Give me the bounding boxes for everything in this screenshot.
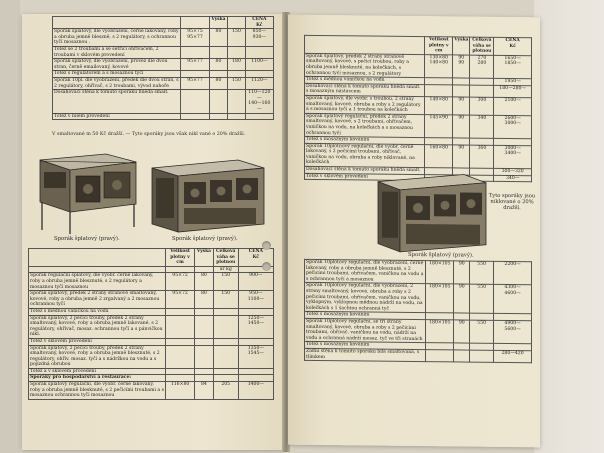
row-weight: 205 <box>213 382 238 400</box>
header-dims <box>181 17 209 29</box>
unit-label: ar kg <box>213 266 238 273</box>
table-row <box>305 113 532 139</box>
row-height <box>195 308 214 315</box>
row-description: Sporák regulační šplatový, dle vyobr. černě lakovaný, roby a obruba jemně blesznuté, s 2 regulátory a mosaznou tyčí mosaznou <box>29 273 166 291</box>
row-price: 950— 1100— <box>238 291 273 309</box>
row-weight <box>228 46 245 58</box>
row-price: 900— <box>238 273 273 291</box>
row-description: Sporák 10plotový regulační, se tři strany smaltovaný, kovové, obruba a roby s 2 pečicími troubami, ohřívač, vaničkou na vodu, nádrží na vodu a ochranná nádrží mosaz. tyč ve tři stranách <box>305 318 426 343</box>
row-dimensions: 145×90 <box>425 114 453 138</box>
stove-illustration-right <box>372 166 490 259</box>
row-dimensions <box>166 375 195 382</box>
row-description: Sporák šplatový regulační, předek 2 strany smaltovaný, kovové, s 2 troubami, ohřívačem, vaničkou na vodu, na kolečkách a s mosaznou ochrannou tyčí <box>305 113 425 138</box>
row-price: 4900— 5600— <box>494 320 532 344</box>
row-dimensions: 180×105 <box>426 320 454 344</box>
row-description: Sporák šplatový, předek 2 strany stranově smaltovaný, kovové, roby a obruba jemně 2 zrgalvaný a 2 mosaznou ochrannou tyčí <box>29 291 166 309</box>
row-height: 90 <box>453 145 470 169</box>
table-row <box>53 113 274 120</box>
row-weight: 150 <box>228 29 245 47</box>
row-price: 280—420 <box>494 350 532 363</box>
row-price: 1400— <box>238 382 273 400</box>
price-table-bottom-left <box>28 248 274 400</box>
stove-note: Tyto sporáky jsou niklované o 20% dražší. <box>488 192 536 212</box>
row-height <box>209 71 228 78</box>
row-dimensions <box>166 338 195 345</box>
table-row <box>305 143 532 169</box>
row-dimensions <box>166 368 195 375</box>
row-height <box>195 345 214 368</box>
row-price <box>245 46 273 58</box>
table-surface-right <box>534 0 604 453</box>
table-row <box>305 95 532 115</box>
row-height <box>209 90 228 113</box>
row-weight: 180 <box>228 59 245 71</box>
row-height <box>454 350 470 362</box>
row-description: Sporák 10pl. dle vyobrazení, předek dle dvou stran, s 2 regulátory, ohřívač, s 2 troubami, vývod nahoře <box>53 77 181 89</box>
row-price <box>245 71 273 78</box>
row-dimensions: 95×72 <box>166 291 195 309</box>
row-price: 300—320 <box>494 168 532 175</box>
row-dimensions: 130×80 140×80 <box>425 54 453 78</box>
row-dimensions <box>166 308 195 315</box>
row-dimensions: 95×75 95×77 <box>181 29 209 47</box>
row-dimensions: 160×80 <box>425 144 453 168</box>
price-table-top-right <box>304 35 532 183</box>
table-header-row <box>29 249 274 267</box>
row-description: Sporák šplatový, 2 pečící trouby, předek 2 strany smaltovaný, kovové, roby a obruba jemně blesznuté, s 2 regulátory, ohřív. mosaz. tyčí a s nádržkou na vodu a s pojízdná obrubou <box>29 345 166 368</box>
row-height: 80 <box>209 59 228 71</box>
header-desc <box>53 17 181 29</box>
row-price: 340— <box>494 175 532 182</box>
table-surface-left <box>0 0 20 453</box>
table-header-row <box>53 17 274 29</box>
row-height <box>209 46 228 58</box>
header-height: Výška <box>195 249 214 267</box>
row-price: 2100— <box>494 97 532 115</box>
row-weight: 360 <box>470 145 494 169</box>
row-height <box>195 368 214 375</box>
row-dimensions: 95×72 <box>166 273 195 291</box>
row-price: 3000— 3400— <box>494 145 532 169</box>
row-description: Sporák šplatový regulační, dle vyobr. černě lakovaný, roby a obruba jemně blesknuté, s 2 pečicími troubami a s mosaznou ochrannou tyčí mosaznou <box>30 382 164 399</box>
header-height: Výška <box>209 17 228 29</box>
row-weight: 340 <box>470 115 494 139</box>
row-weight <box>228 71 245 78</box>
row-description: Totéž s mosazným kováním <box>305 312 426 320</box>
row-height: 90 <box>454 261 470 285</box>
row-description: Dosahovací stěna k tomuto sporáku hnědá smalt. <box>53 90 181 113</box>
row-dimensions: 95×77 <box>181 59 209 71</box>
table-row <box>53 90 274 113</box>
row-description: Dosahovací stěna k tomuto sporáku hnědá smalt. <box>305 166 425 174</box>
row-price: 850— 930— <box>245 29 273 47</box>
table-row <box>53 71 274 78</box>
row-weight <box>213 308 238 315</box>
row-weight: 270 280 <box>470 55 494 79</box>
row-description: Totéž v sklovém provedení <box>29 338 166 345</box>
row-height: 80 <box>209 29 228 47</box>
price-table-top-left <box>52 16 274 120</box>
row-weight: 150 <box>213 273 238 291</box>
row-price: 1100— <box>245 59 273 71</box>
header-weight <box>228 17 245 29</box>
row-dimensions: 116×80 <box>166 382 195 400</box>
row-dimensions <box>425 84 453 96</box>
punch-hole <box>262 262 271 271</box>
table-row <box>305 53 532 79</box>
row-weight <box>213 345 238 368</box>
row-description: Totéž s regulátorem a s mosaznou tyčí <box>53 71 181 78</box>
row-price: 180—280— <box>494 85 532 98</box>
table-row <box>29 315 274 338</box>
row-weight <box>228 90 245 113</box>
row-description: Sporák 10plotový regulační, dle vyobrazení, černě lakovaný, roby a obruba jemně blesznuté, s 2 pečicími troubami, ohřívačem, vaničkou na vodu a s ochrannou tyčí a mosaznou <box>305 259 426 284</box>
row-description: Totéž a v sklovém provedení <box>29 368 166 375</box>
caption-stove-2: Sporák šplatový (pravý). <box>172 236 238 242</box>
caption-stove-1: Sporák šplatový (pravý). <box>54 236 120 242</box>
row-description: Sporák šplatový, dle vyobrazení, prověz dle dvou stran, černě emailovaný, kovové <box>53 59 181 71</box>
row-description: Sporák šplatový, dle vyobrazení, černé lakovaný, roby a obruba jemně bleszně, s 2 regulátory, s ochrannou tyčí mosaznou . <box>53 29 181 47</box>
row-height: 90 <box>453 97 470 115</box>
row-height <box>195 338 214 345</box>
row-height: 80 <box>209 77 228 89</box>
row-description: Totéž v sklovém provedení <box>305 173 425 181</box>
row-description: Sporák šplatový, 2 pečící trouby, předek 2 strany smaltovaný, kovové, roby a obruba jemně lakované, s 2 regulátory, ohřívač, mosaz. ochrannou tyčí a s pánvičkou nikl. <box>29 315 166 338</box>
row-price: 2600— 3000— <box>494 115 532 139</box>
row-description: Sporák 10plotnový regulační, dle vyobr. černě lakovaný, s 2 pečicími troubami, ohřívač, vaničkou na vodu, obruba a roby niklované, na kolečkách <box>305 143 425 168</box>
row-height: 90 <box>454 320 470 344</box>
row-price: 1950— <box>494 78 532 85</box>
header-weight: Celková váha se plotnou <box>470 37 494 55</box>
row-height <box>195 375 214 382</box>
row-weight: 150 <box>213 291 238 309</box>
table-row <box>305 283 532 314</box>
row-description: Totéž s mědnou vaničkou na vodu <box>29 308 166 315</box>
table-row <box>53 29 274 47</box>
catalog-page-left <box>22 14 284 450</box>
row-description: Sporáky pro hospodářství a restaurace: <box>29 375 166 382</box>
row-weight <box>470 350 494 362</box>
header-weight: Celková váha se plotnou <box>213 249 238 267</box>
row-price: 4300— 4600— <box>494 285 532 314</box>
punch-hole <box>262 241 271 250</box>
row-price: 1250— 1450— <box>238 315 273 338</box>
header-height: Výška <box>453 37 470 55</box>
table-row <box>29 338 274 345</box>
row-description: Totéž s mědnou vaničkou na vodu <box>305 77 425 85</box>
table-header-row <box>305 35 532 55</box>
header-desc <box>29 249 166 267</box>
row-dimensions <box>181 90 209 113</box>
discount-note: V smaltované m 50 Kč dražší. — Tyto sporáky jsou však nikl vané o 20% dražší. <box>52 132 246 137</box>
catalog-page-right <box>288 15 540 448</box>
table-row <box>29 308 274 315</box>
row-weight <box>213 315 238 338</box>
row-price <box>238 368 273 375</box>
row-weight <box>213 375 238 382</box>
caption-stove-right: Sporák šplatový (pravý). <box>408 251 474 259</box>
row-price: 1120— <box>245 77 273 89</box>
row-weight: 550 <box>470 284 494 313</box>
row-dimensions: 180×105 <box>426 284 454 313</box>
row-weight <box>213 338 238 345</box>
row-height: 80 <box>195 273 214 291</box>
row-dimensions: 140×80 <box>425 97 453 115</box>
header-price: CENA Kč <box>245 17 273 29</box>
table-row <box>29 345 274 368</box>
table-row <box>53 46 274 58</box>
row-description: Sporák 10plotový regulační, dle vyobrazení, 2 strany smaltovaný, kovové, obruba a roby s 2 pečicími troubami, ohřívačem, vaničkou na vodu, vyklopným, vyklopnou mědnou nádrží na vodu, na kolečkách s 1 šachtou ochranná tyč <box>305 283 426 313</box>
table-row <box>305 318 532 344</box>
row-weight <box>228 113 245 120</box>
row-dimensions <box>181 71 209 78</box>
row-height <box>453 85 470 97</box>
row-dimensions: 180×105 <box>426 261 454 285</box>
row-weight: 150 <box>228 77 245 89</box>
table-row <box>29 382 274 400</box>
table-row <box>305 348 532 363</box>
table-row <box>29 368 274 375</box>
row-height: 90 90 <box>453 55 470 79</box>
row-price <box>238 338 273 345</box>
table-unit-row <box>29 266 274 273</box>
table-row <box>53 59 274 71</box>
row-price <box>245 113 273 120</box>
row-price: 2200— <box>494 261 532 285</box>
table-row <box>29 273 274 291</box>
table-row <box>29 375 274 382</box>
row-dimensions <box>181 113 209 120</box>
row-weight: 550 <box>470 320 494 344</box>
row-description: Totéž se 2 troubami a se šetřicí ohřívačem, 2 troubami v sklovém provedení <box>53 46 181 58</box>
row-description: Totéž s mosazným kováním <box>305 136 425 144</box>
table-row <box>29 291 274 309</box>
header-price: CENA Kč <box>238 249 273 267</box>
row-description: Sporák šplatový, předek 2 strany stranově smaltovaný, kovové, s pečicí troubou, roby a obruba jemně blesknuté, na kolečkách, s ochrannou tyčí mosaznou, s 2 regulátory <box>305 53 425 78</box>
row-description: Totéž v bílém provedení <box>53 113 181 120</box>
row-weight <box>470 85 494 97</box>
row-weight <box>213 368 238 375</box>
stove-illustration-left <box>32 142 142 237</box>
row-height <box>209 113 228 120</box>
row-height: 80 <box>195 291 214 309</box>
table-row <box>53 77 274 89</box>
row-dimensions <box>181 46 209 58</box>
row-weight: 550 <box>470 261 494 285</box>
row-price: 1650— 1850— <box>494 55 532 79</box>
row-price <box>238 375 273 382</box>
header-dims: Velikost plotny v cm <box>166 249 195 267</box>
row-height <box>195 315 214 338</box>
row-description: Totéž s mosazným kováním <box>305 342 426 350</box>
row-dimensions <box>166 345 195 368</box>
row-description: Zadní stěna k tomuto sporáku bílá smaltovaná, s tlímkem <box>305 348 426 361</box>
header-dims: Velikost plotny v cm <box>425 37 453 55</box>
header-price: CENA Kč <box>494 37 532 55</box>
row-dimensions <box>166 315 195 338</box>
row-description: Sporák šplatový, dle vyobr. s troubou, 2 strany smaltovaný, kovové, obruba a roby s 2 regulátory a s mosaznou tyčí a 1 troubou na kolečkách <box>305 95 425 114</box>
table-row <box>305 259 532 285</box>
row-price: 110—120— 140—160— <box>245 90 273 113</box>
row-weight: 300 <box>470 97 494 115</box>
row-height: 90 <box>453 115 470 139</box>
row-height: 90 <box>454 284 470 313</box>
row-price <box>238 308 273 315</box>
row-dimensions: 95×77 <box>181 77 209 89</box>
row-height: 84 <box>195 382 214 400</box>
row-description: Dosahovací stěna k tomuto sporáku hnědá smalt. s mosazným nástavcem <box>305 83 425 96</box>
price-table-bottom-right <box>304 259 532 363</box>
stove-illustration-center <box>148 154 268 244</box>
header-desc <box>305 35 425 54</box>
row-dimensions <box>426 350 454 362</box>
row-price: 1350— 1545— <box>238 345 273 368</box>
